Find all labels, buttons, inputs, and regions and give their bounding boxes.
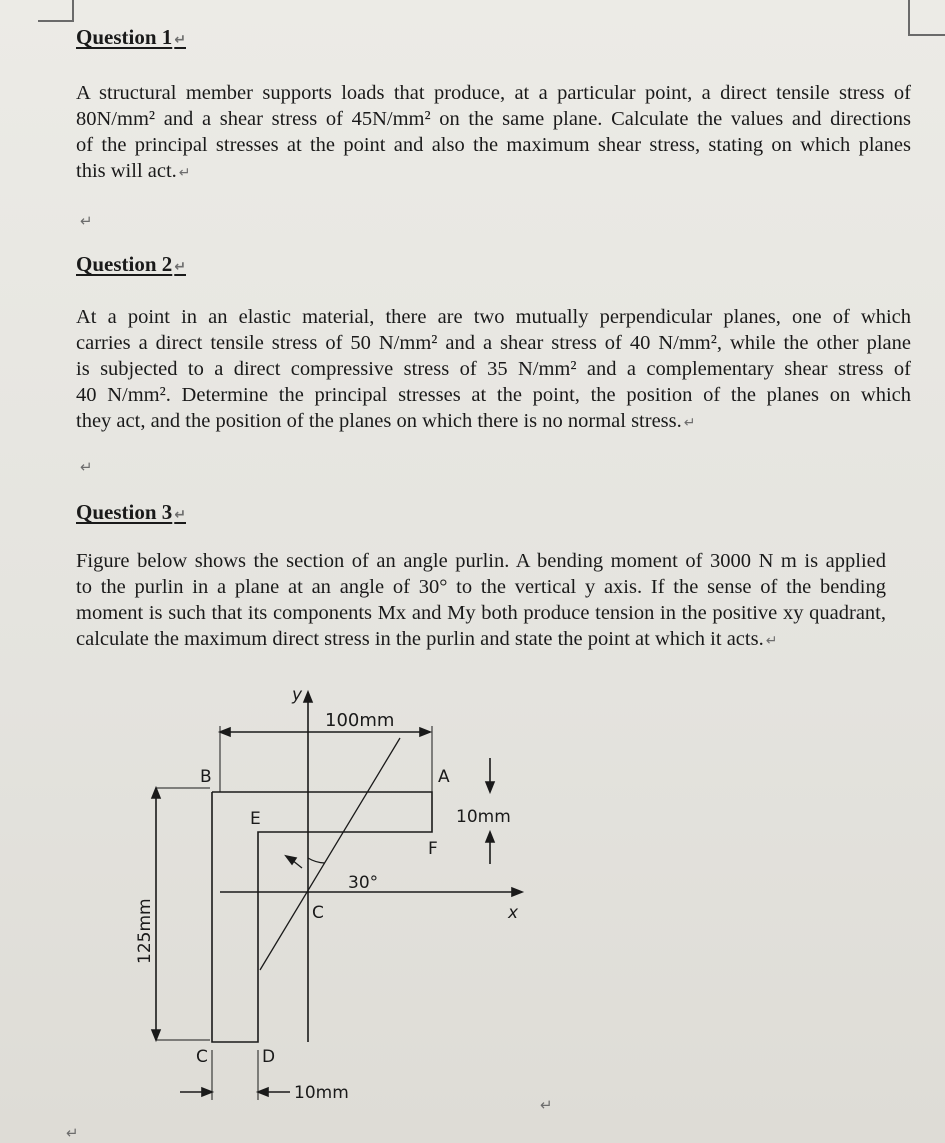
paragraph-mark: ↵ [80,458,93,476]
question-1-heading: Question 1 ↵ [76,25,186,49]
point-a-label: A [438,767,450,787]
question-2-text: At a point in an elastic material, there are two mutually perpendicular planes, one of which carries a direct tensile stress of 50 N/mm² and a shear stress of 40 N/mm², while the other plane is subjected to a direct compressive stress of 35 N/mm² and a complementary shear stress of 40 N/mm². Determine the principal stresses at the point, the position of the planes on which they act, and the position of the planes on which there is no normal stress. ↵ [76,306,911,432]
paragraph-mark: ↵ [540,1096,553,1114]
width-dimension-label: 100mm [325,710,395,731]
flange-thickness-label: 10mm [456,807,511,827]
paragraph-mark: ↵ [66,1124,79,1142]
angle-arc [308,858,325,863]
page-corner-mark-right [908,0,945,36]
paragraph-mark: ↵ [80,212,93,230]
height-dimension-label: 125mm [135,898,155,964]
x-axis-arrowhead [512,888,522,896]
page-corner-mark-left [38,0,74,22]
question-3-heading: Question 3 ↵ [76,500,186,524]
centroid-label: C [312,903,324,923]
y-axis-label: y [292,685,303,705]
point-f-label: F [428,839,438,859]
point-b-label: B [200,767,212,787]
web-thickness-label: 10mm [294,1083,349,1103]
x-axis-label: x [508,903,519,923]
angle-section-diagram [120,670,540,1110]
angle-label: 30° [348,873,379,893]
point-c-label: C [196,1047,208,1067]
question-1-text: A structural member supports loads that produce, at a particular point, a direct tensile stress of 80N/mm² and a shear stress of 45N/mm² on the same plane. Calculate the values and directions of the principal stresses at the point and also the maximum shear stress, stating on which planes this will act. ↵ [76,82,911,182]
bending-plane-line [260,738,400,970]
point-e-label: E [250,809,261,829]
point-d-label: D [262,1047,276,1067]
angle-purlin-figure [120,670,540,1110]
y-axis-arrowhead [304,692,312,702]
question-2-heading: Question 2 ↵ [76,252,186,276]
question-3-text: Figure below shows the section of an angle purlin. A bending moment of 3000 N m is applied to the purlin in a plane at an angle of 30° to the vertical y axis. If the sense of the bending moment is such that its components Mx and My both produce tension in the positive xy quadrant, calculate the maximum direct stress in the purlin and state the point at which it acts. ↵ [76,550,886,650]
